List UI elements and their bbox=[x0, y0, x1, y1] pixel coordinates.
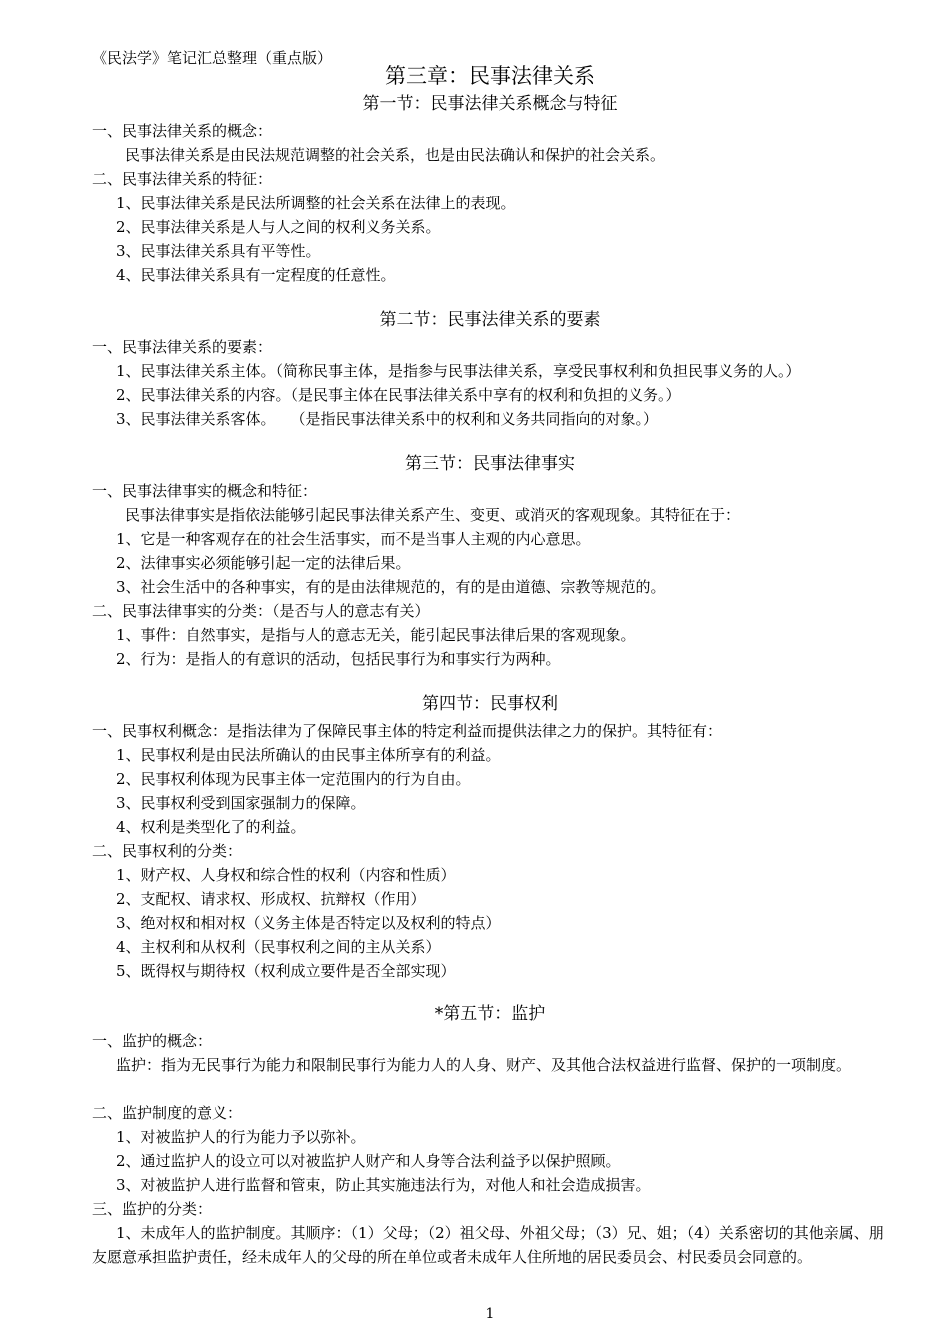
section-5-heading-3: 三、监护的分类： bbox=[92, 1200, 213, 1218]
document-header: 《民法学》笔记汇总整理（重点版） bbox=[92, 49, 333, 67]
list-item: 3、民事法律关系客体。 （是指民事法律关系中的权利和义务共同指向的对象。） bbox=[116, 410, 659, 428]
list-item: 3、对被监护人进行监督和管束，防止其实施违法行为，对他人和社会造成损害。 bbox=[116, 1176, 651, 1194]
list-item: 4、权利是类型化了的利益。 bbox=[116, 818, 306, 836]
section-4-title: 第四节：民事权利 bbox=[422, 694, 558, 714]
list-item: 2、民事法律关系是人与人之间的权利义务关系。 bbox=[116, 218, 441, 236]
list-item: 2、通过监护人的设立可以对被监护人财产和人身等合法利益予以保护照顾。 bbox=[116, 1152, 621, 1170]
section-5-paragraph-2: 1、未成年人的监护制度。其顺序：（1）父母；（2）祖父母、外祖父母；（3）兄、姐；（4）关系密切的其他亲属、朋友愿意承担监护责任，经未成年人的父母的所在单位或者未成年人住所地的居民委员会、村民委员会同意的。 bbox=[92, 1224, 884, 1266]
list-item: 3、民事权利受到国家强制力的保障。 bbox=[116, 794, 366, 812]
list-item: 5、既得权与期待权（权利成立要件是否全部实现） bbox=[116, 962, 456, 980]
list-item: 1、民事法律关系是民法所调整的社会关系在法律上的表现。 bbox=[116, 194, 516, 212]
list-item: 1、民事权利是由民法所确认的由民事主体所享有的利益。 bbox=[116, 746, 501, 764]
page-number: 1 bbox=[485, 1306, 495, 1322]
list-item: 1、事件：自然事实，是指与人的意志无关，能引起民事法律后果的客观现象。 bbox=[116, 626, 636, 644]
section-3-paragraph: 民事法律事实是指依法能够引起民事法律关系产生、变更、或消灭的客观现象。其特征在于： bbox=[125, 506, 741, 524]
section-3-heading-2: 二、民事法律事实的分类：（是否与人的意志有关） bbox=[92, 602, 430, 620]
section-3-title: 第三节：民事法律事实 bbox=[405, 454, 575, 474]
list-item: 1、民事法律关系主体。（简称民事主体，是指参与民事法律关系，享受民事权利和负担民事义务的人。） bbox=[116, 362, 801, 380]
list-item: 2、支配权、请求权、形成权、抗辩权（作用） bbox=[116, 890, 426, 908]
section-1-title: 第一节：民事法律关系概念与特征 bbox=[362, 94, 618, 114]
list-item: 1、对被监护人的行为能力予以弥补。 bbox=[116, 1128, 366, 1146]
list-item: 1、它是一种客观存在的社会生活事实，而不是当事人主观的内心意思。 bbox=[116, 530, 591, 548]
section-3-heading-1: 一、民事法律事实的概念和特征： bbox=[92, 482, 318, 500]
list-item: 2、民事权利体现为民事主体一定范围内的行为自由。 bbox=[116, 770, 471, 788]
section-5-heading-1: 一、监护的概念： bbox=[92, 1032, 213, 1050]
section-5-title: *第五节：监护 bbox=[434, 1004, 546, 1024]
section-2-title: 第二节：民事法律关系的要素 bbox=[379, 310, 601, 330]
list-item: 2、行为：是指人的有意识的活动，包括民事行为和事实行为两种。 bbox=[116, 650, 561, 668]
section-5-heading-2: 二、监护制度的意义： bbox=[92, 1104, 243, 1122]
section-4-heading-1: 一、民事权利概念：是指法律为了保障民事主体的特定利益而提供法律之力的保护。其特征有： bbox=[92, 722, 723, 740]
chapter-title: 第三章：民事法律关系 bbox=[385, 64, 595, 88]
list-item: 1、财产权、人身权和综合性的权利（内容和性质） bbox=[116, 866, 456, 884]
section-1-heading-2: 二、民事法律关系的特征： bbox=[92, 170, 273, 188]
section-1-heading-1: 一、民事法律关系的概念： bbox=[92, 122, 273, 140]
list-item: 4、主权利和从权利（民事权利之间的主从关系） bbox=[116, 938, 441, 956]
section-1-paragraph: 民事法律关系是由民法规范调整的社会关系，也是由民法确认和保护的社会关系。 bbox=[125, 146, 666, 164]
list-item: 4、民事法律关系具有一定程度的任意性。 bbox=[116, 266, 396, 284]
list-item: 2、法律事实必须能够引起一定的法律后果。 bbox=[116, 554, 411, 572]
list-item: 2、民事法律关系的内容。（是民事主体在民事法律关系中享有的权利和负担的义务。） bbox=[116, 386, 681, 404]
list-item: 3、社会生活中的各种事实，有的是由法律规范的，有的是由道德、宗教等规范的。 bbox=[116, 578, 666, 596]
section-5-paragraph: 监护：指为无民事行为能力和限制民事行为能力人的人身、财产、及其他合法权益进行监督、保护的一项制度。 bbox=[116, 1056, 852, 1074]
section-4-heading-2: 二、民事权利的分类： bbox=[92, 842, 243, 860]
section-2-heading-1: 一、民事法律关系的要素： bbox=[92, 338, 273, 356]
list-item: 3、绝对权和相对权（义务主体是否特定以及权利的特点） bbox=[116, 914, 501, 932]
list-item: 3、民事法律关系具有平等性。 bbox=[116, 242, 321, 260]
